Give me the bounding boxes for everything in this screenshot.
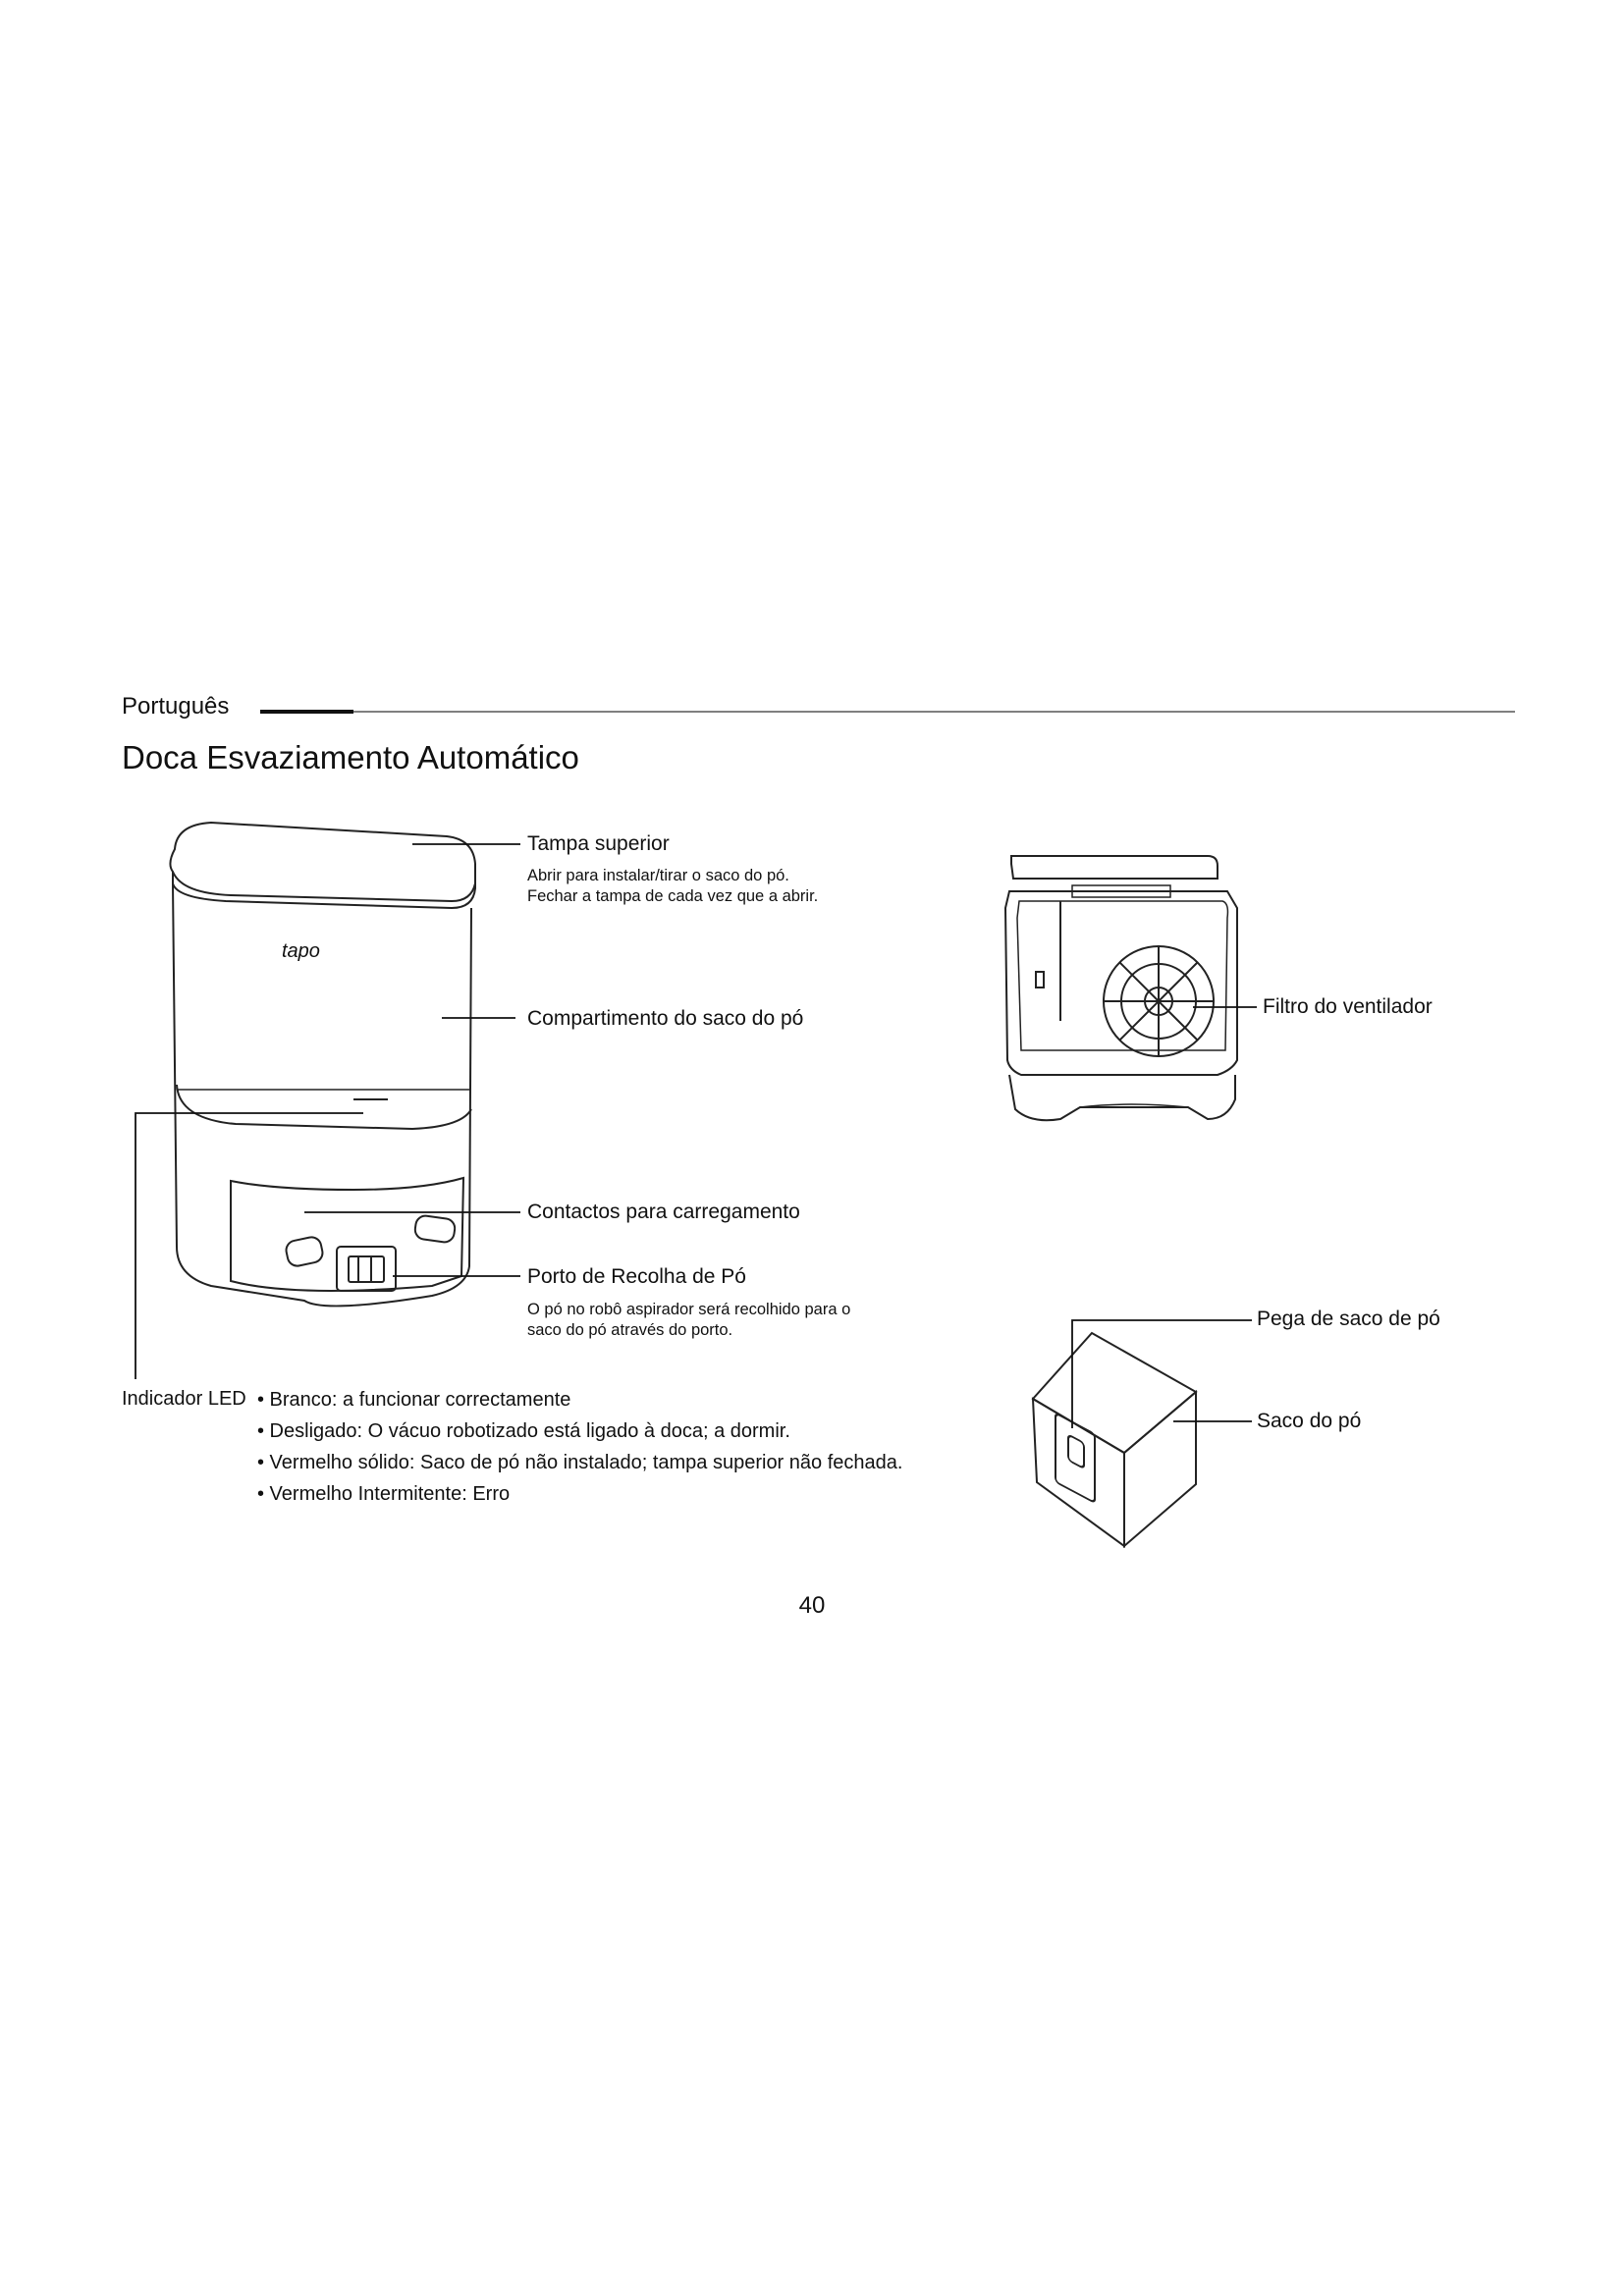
- note-top-lid-2: Fechar a tampa de cada vez que a abrir.: [527, 887, 819, 905]
- led-indicator-label: Indicador LED: [122, 1388, 246, 1410]
- led-state-white: • Branco: a funcionar correctamente: [257, 1389, 571, 1411]
- right-contact: [414, 1214, 457, 1243]
- label-charging-contacts: Contactos para carregamento: [527, 1201, 800, 1223]
- label-bag-compartment: Compartimento do saco do pó: [527, 1007, 804, 1030]
- dust-bag-illustration: [1033, 1333, 1196, 1546]
- page-title: Doca Esvaziamento Automático: [122, 739, 579, 775]
- led-state-solid-red: • Vermelho sólido: Saco de pó não instalado; tampa superior não fechada.: [257, 1452, 903, 1473]
- led-state-off: • Desligado: O vácuo robotizado está ligado à doca; a dormir.: [257, 1420, 790, 1442]
- language-label: Português: [122, 693, 230, 720]
- top-lid: [170, 823, 475, 908]
- label-dust-bag: Saco do pó: [1257, 1410, 1362, 1432]
- left-contact: [285, 1236, 325, 1268]
- label-bag-handle: Pega de saco de pó: [1257, 1308, 1440, 1330]
- note-dust-port-1: O pó no robô aspirador será recolhido para o: [527, 1301, 851, 1318]
- page-number: 40: [798, 1592, 826, 1619]
- latch: [1036, 972, 1044, 988]
- label-dust-port: Porto de Recolha de Pó: [527, 1265, 746, 1288]
- open-dock-illustration: [1005, 856, 1237, 1120]
- label-fan-filter: Filtro do ventilador: [1263, 995, 1433, 1018]
- dock-illustration: [170, 823, 475, 1306]
- dust-port: [337, 1247, 396, 1291]
- note-dust-port-2: saco do pó através do porto.: [527, 1321, 733, 1339]
- tapo-logo: tapo: [282, 940, 320, 962]
- label-top-lid: Tampa superior: [527, 832, 670, 855]
- bag-handle: [1056, 1414, 1095, 1503]
- note-top-lid-1: Abrir para instalar/tirar o saco do pó.: [527, 867, 789, 884]
- led-states-list: [257, 1384, 902, 1510]
- led-state-blinking-red: • Vermelho Intermitente: Erro: [257, 1483, 511, 1505]
